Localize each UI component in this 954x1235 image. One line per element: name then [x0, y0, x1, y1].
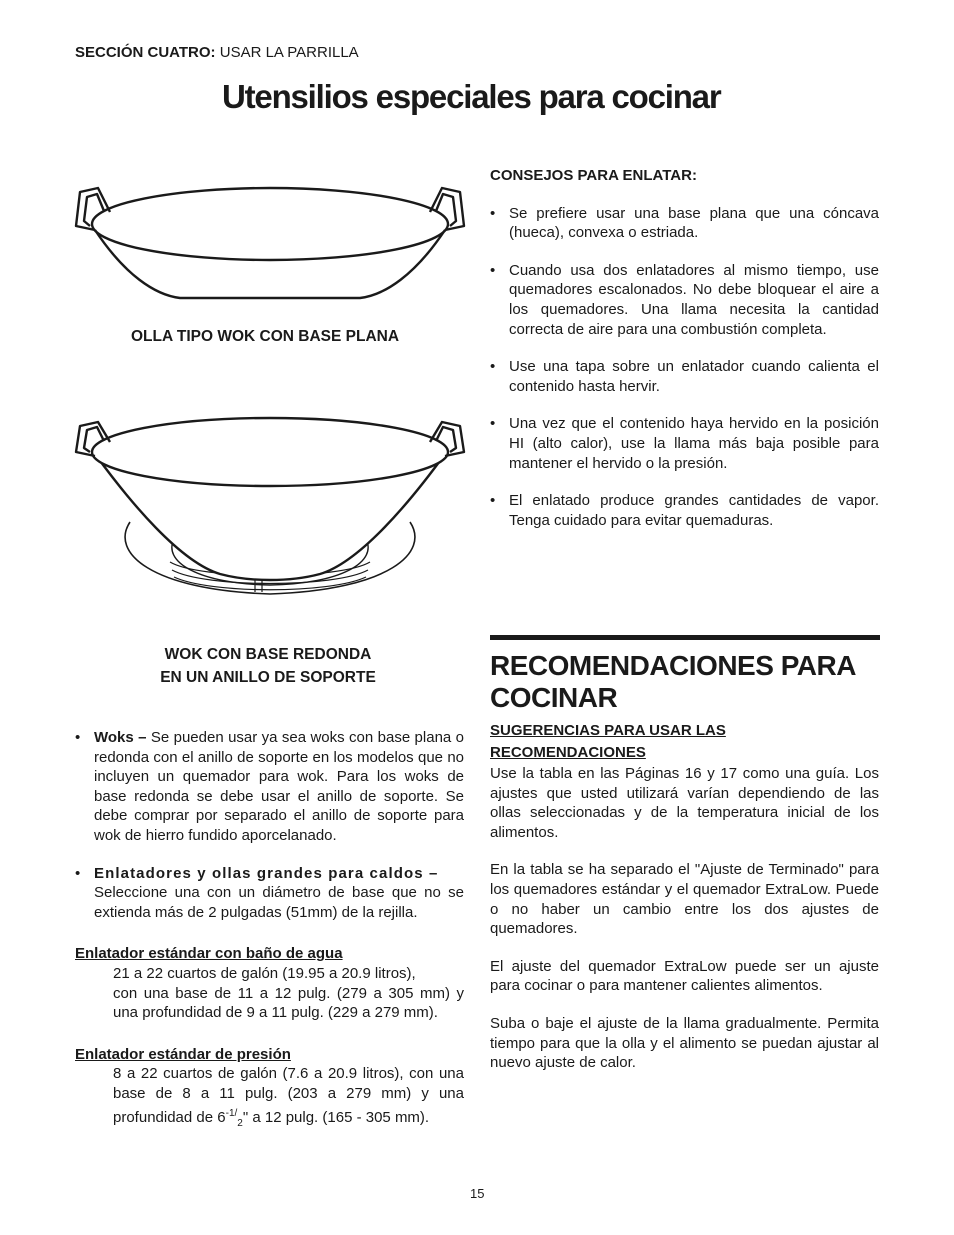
recommendation-paragraph: En la tabla se ha separado el "Ajuste de Terminado" para los quemadores estándar y el quemador ExtraLow. Puede o no haber un cambio entre los dos ajustes de quemadores. [490, 861, 879, 938]
left-column [75, 728, 464, 1133]
bullet-icon: • [490, 415, 496, 433]
canning-tips [490, 166, 879, 530]
canning-tips-heading: CONSEJOS PARA ENLATAR: [490, 167, 697, 184]
bullet-icon: • [490, 358, 496, 376]
woks-item [75, 728, 464, 846]
recommendations-title-line2: COCINAR [490, 682, 618, 713]
canning-tip-item [490, 204, 879, 243]
page-title: Utensilios especiales para cocinar [222, 78, 721, 115]
canning-tip-item [490, 357, 879, 396]
round-wok-caption-line2: EN UN ANILLO DE SOPORTE [160, 669, 376, 686]
woks-text: Se pueden usar ya sea woks con base plana o redonda con el anillo de soporte en los modelos que no incluyen un quemador para wok. Para los woks de base redonda se debe usar el anillo de soporte. Se debe comprar por separado el anillo de soporte para wok de hierro fundido aporcelanado. [94, 729, 464, 844]
recommendations-title-line1: RECOMENDACIONES PARA [490, 650, 856, 681]
canners-text: Seleccione una con un diámetro de base que no se extienda más de 2 pulgadas (51mm) de la rejilla. [94, 884, 464, 921]
flat-wok-caption: OLLA TIPO WOK CON BASE PLANA [130, 328, 400, 345]
pressure-fraction-sup: -1/ [225, 1107, 238, 1119]
bullet-icon: • [75, 729, 81, 746]
section-divider [490, 635, 880, 640]
canning-tip-text: Cuando usa dos enlatadores al mismo tiempo, use quemadores escalonados. No debe bloquear el aire a los quemadores. Una llama necesita la cantidad correcta de aire para una combustión completa. [509, 261, 879, 338]
pressure-spec [75, 1064, 464, 1133]
bullet-icon: • [490, 261, 496, 279]
page-number: 15 [470, 1186, 485, 1201]
recommendations-body [490, 720, 879, 1073]
pressure-fraction-sub: 2 [237, 1117, 243, 1129]
canning-tip-item [490, 261, 879, 339]
recommendations-subheading [490, 720, 879, 764]
canning-tip-item [490, 414, 879, 473]
canners-item [75, 864, 464, 923]
bullet-icon: • [490, 204, 496, 222]
section-header [75, 44, 359, 61]
pressure-text-after: " a 12 pulg. (165 - 305 mm). [242, 1108, 430, 1126]
canning-tip-text: El enlatado produce grandes cantidades de vapor. Tenga cuidado para evitar quemaduras. [509, 492, 879, 529]
bullet-icon: • [490, 492, 496, 510]
recommendation-paragraph: Suba o baje el ajuste de la llama gradualmente. Permita tiempo para que la olla y el alimento se puedan ajustar al nuevo ajuste de calor. [490, 1014, 879, 1072]
water-bath-heading: Enlatador estándar con baño de agua [75, 945, 343, 963]
canners-lead: Enlatadores y ollas grandes para caldos – [94, 864, 439, 882]
pressure-heading: Enlatador estándar de presión [75, 1045, 291, 1063]
water-bath-spec [75, 964, 464, 1023]
water-bath-line2: con una base de 11 a 12 pulg. (279 a 305 mm) y una profundidad de 9 a 11 pulg. (229 a 279 mm). [113, 984, 464, 1022]
section-name: USAR LA PARRILLA [219, 44, 359, 61]
recommendations-sub-line2: RECOMENDACIONES [490, 744, 646, 761]
round-wok-on-ring-illustration [70, 412, 470, 622]
round-wok-caption-line1: WOK CON BASE REDONDA [164, 646, 372, 663]
recommendations-title [490, 650, 856, 714]
flat-wok-illustration [70, 180, 470, 310]
recommendations-sub-line1: SUGERENCIAS PARA USAR LAS [490, 722, 726, 739]
pressure-text-before: 8 a 22 cuartos de galón (7.6 a 20.9 litros), con una base de 8 a 11 pulg. (203 a 279 mm) y una profundidad de 6 [113, 1065, 464, 1126]
round-wok-caption [90, 643, 446, 689]
bullet-icon: • [75, 864, 81, 882]
canning-tip-text: Una vez que el contenido haya hervido en la posición HI (alto calor), use la llama más baja posible para mantener el hervido o la presión. [509, 415, 879, 472]
recommendation-paragraph: El ajuste del quemador ExtraLow puede ser un ajuste para cocinar o para mantener calientes alimentos. [490, 957, 879, 995]
section-label: SECCIÓN CUATRO: [75, 44, 216, 61]
canning-tip-text: Se prefiere usar una base plana que una cóncava (hueca), convexa o estriada. [509, 204, 879, 242]
recommendation-paragraph: Use la tabla en las Páginas 16 y 17 como una guía. Los ajustes que usted utilizará varían dependiendo de las ollas seleccionadas y de la temperatura inicial de los alimentos. [490, 765, 879, 841]
canning-tip-item [490, 491, 879, 530]
woks-lead: Woks – [94, 729, 147, 746]
canning-tip-text: Use una tapa sobre un enlatador cuando calienta el contenido hasta hervir. [509, 358, 879, 395]
water-bath-line1: 21 a 22 cuartos de galón (19.95 a 20.9 litros), [113, 964, 416, 982]
